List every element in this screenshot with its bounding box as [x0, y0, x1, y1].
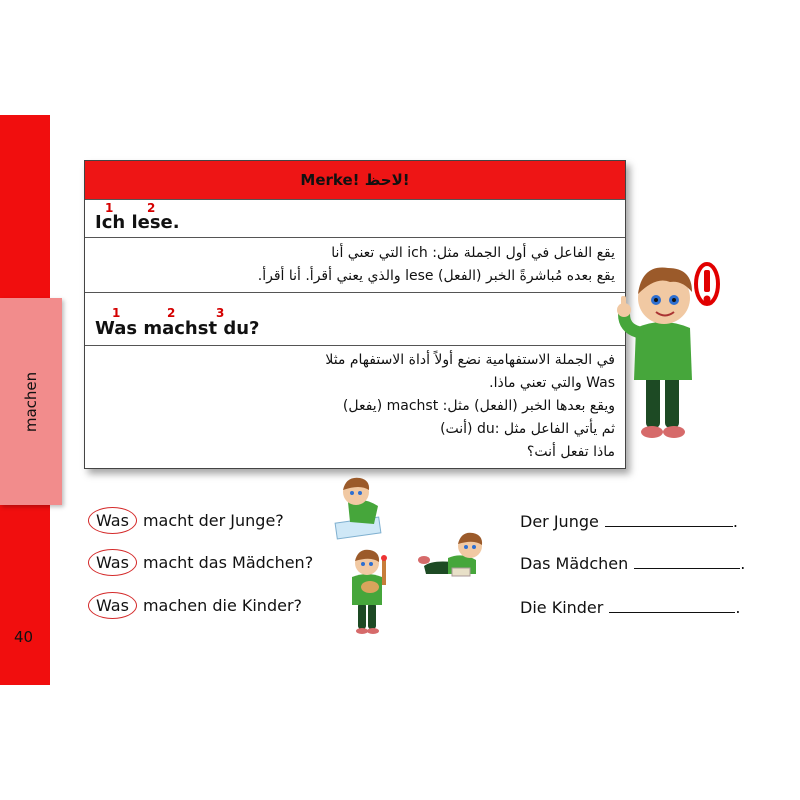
- word-number-1: 1: [105, 201, 114, 215]
- boy-painting-illustration: [344, 545, 390, 635]
- explanation-1: [120, 242, 615, 288]
- merke-title: [85, 161, 625, 199]
- sentence-1-word-2: lese.: [131, 212, 180, 233]
- sentence-1: [95, 212, 180, 233]
- word-number-3: 3: [216, 306, 225, 320]
- question-word: Was: [88, 507, 137, 534]
- word-number-2: 2: [147, 201, 156, 215]
- question-word: Was: [88, 549, 137, 576]
- answer-blank[interactable]: [634, 554, 740, 569]
- explanation-2-line-5: ماذا تفعل أنت؟: [526, 444, 615, 460]
- answer-end: .: [735, 598, 741, 617]
- exercise-question-3: [88, 592, 302, 619]
- answer-start: Das Mädchen: [520, 554, 629, 573]
- sentence-1-word-1: Ich: [95, 212, 126, 233]
- exercise-question-1: [88, 507, 284, 534]
- explanation-2: [240, 349, 615, 464]
- exclamation-mark-icon: [692, 262, 722, 322]
- exercise-question-2: [88, 549, 313, 576]
- sentence-2-word-3: du?: [223, 318, 260, 339]
- sentence-2-word-2: machst: [143, 318, 218, 339]
- divider: [85, 292, 625, 293]
- answer-start: Die Kinder: [520, 598, 604, 617]
- explanation-2-line-2: Was والتي تعني ماذا.: [489, 375, 615, 391]
- exercise-answer-1: [520, 512, 738, 531]
- word-number-2: 2: [167, 306, 176, 320]
- answer-blank[interactable]: [609, 598, 735, 613]
- exercise-answer-3: [520, 598, 740, 617]
- sidebar-tab-label: machen: [21, 371, 40, 432]
- question-text: machen die Kinder?: [142, 596, 303, 615]
- explanation-2-line-3: ويقع بعدها الخبر (الفعل) مثل: machst (يفعل): [342, 398, 615, 414]
- word-number-1: 1: [112, 306, 121, 320]
- question-word: Was: [88, 592, 137, 619]
- answer-end: .: [740, 554, 746, 573]
- exercise-answer-2: [520, 554, 745, 573]
- page-number: 40: [14, 628, 34, 646]
- answer-end: .: [732, 512, 738, 531]
- answer-start: Der Junge: [520, 512, 599, 531]
- divider: [85, 199, 625, 200]
- explanation-1-line-2: يقع بعده مُباشرةً الخبر (الفعل) lese والذي يعني أقرأ. أنا أقرأ.: [257, 268, 615, 284]
- explanation-2-line-1: في الجملة الاستفهامية نضع أولاً أداة الاستفهام مثلا: [325, 352, 615, 368]
- boy-reading-illustration: [418, 528, 490, 578]
- divider: [85, 237, 625, 238]
- boy-drawing-illustration: [330, 472, 390, 542]
- question-text: macht der Junge?: [142, 511, 284, 530]
- sentence-2: [95, 318, 260, 339]
- sentence-2-word-1: Was: [95, 318, 138, 339]
- answer-blank[interactable]: [605, 512, 733, 527]
- divider: [85, 345, 625, 346]
- sidebar-tab-label-wrap: [0, 298, 62, 505]
- question-text: macht das Mädchen?: [142, 553, 314, 572]
- merke-title-text: Merke! لاحظ!: [300, 171, 410, 189]
- explanation-1-line-1: يقع الفاعل في أول الجملة مثل: ich التي تعني أنا: [331, 245, 615, 261]
- explanation-2-line-4: ثم يأتي الفاعل مثل :du (أنت): [440, 421, 615, 437]
